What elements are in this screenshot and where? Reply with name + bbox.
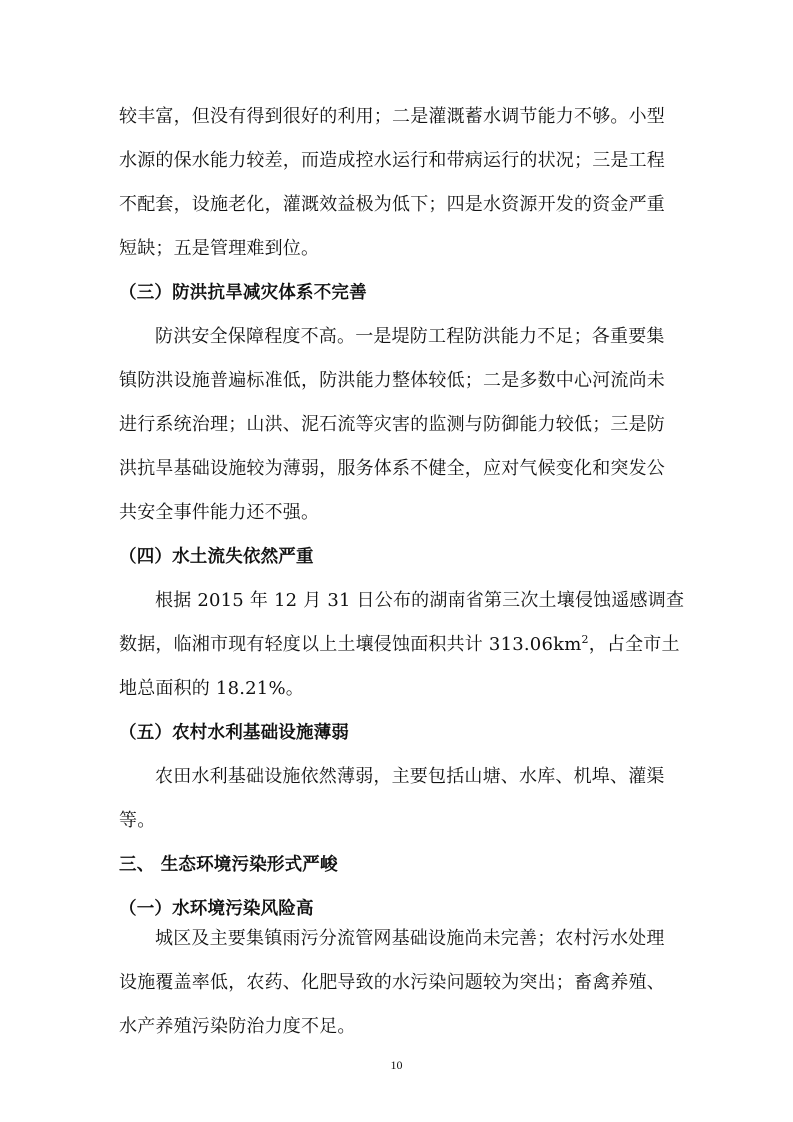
- paragraph-line: [119, 634, 680, 656]
- paragraph-line: 共安全事件能力还不强。: [119, 502, 320, 523]
- paragraph-line: 设施覆盖率低，农药、化肥导致的水污染问题较为突出；畜禽养殖、: [119, 972, 665, 993]
- text-segment: 数据，临湘市现有轻度以上土壤侵蚀面积共计 313.06km: [119, 634, 582, 655]
- paragraph-line: 城区及主要集镇雨污分流管网基础设施尚未完善；农村污水处理: [155, 928, 665, 949]
- text-segment: ，占全市土: [588, 634, 680, 655]
- section-heading: （四）水土流失依然严重: [119, 547, 314, 567]
- paragraph-line: 农田水利基础设施依然薄弱，主要包括山塘、水库、机埠、灌渠: [155, 766, 665, 787]
- superscript: 2: [581, 633, 589, 646]
- paragraph-line: 进行系统治理；山洪、泥石流等灾害的监测与防御能力较低；三是防: [119, 414, 665, 435]
- paragraph-line: 水产养殖污染防治力度不足。: [119, 1016, 356, 1037]
- page-number: 10: [390, 1058, 403, 1072]
- section-heading: （五）农村水利基础设施薄弱: [119, 723, 350, 743]
- paragraph-line: 防洪安全保障程度不高。一是堤防工程防洪能力不足；各重要集: [155, 326, 665, 347]
- paragraph-line: 短缺；五是管理难到位。: [119, 238, 320, 259]
- paragraph-line: 等。: [119, 810, 156, 831]
- paragraph-line: 水源的保水能力较差，而造成控水运行和带病运行的状况；三是工程: [119, 150, 665, 171]
- paragraph-line: 不配套，设施老化，灌溉效益极为低下；四是水资源开发的资金严重: [119, 194, 665, 215]
- paragraph-line: 洪抗旱基础设施较为薄弱，服务体系不健全，应对气候变化和突发公: [119, 458, 665, 479]
- section-heading: （一）水环境污染风险高: [119, 899, 314, 919]
- paragraph-line: 镇防洪设施普遍标准低，防洪能力整体较低；二是多数中心河流尚未: [119, 370, 665, 391]
- chapter-heading: 三、 生态环境污染形式严峻: [119, 855, 338, 875]
- paragraph-line: 地总面积的 18.21%。: [119, 678, 304, 699]
- paragraph-line: 根据 2015 年 12 月 31 日公布的湖南省第三次土壤侵蚀遥感调查: [155, 590, 685, 611]
- section-heading: （三）防洪抗旱减灾体系不完善: [119, 283, 367, 303]
- paragraph-line: 较丰富，但没有得到很好的利用；二是灌溉蓄水调节能力不够。小型: [119, 106, 665, 127]
